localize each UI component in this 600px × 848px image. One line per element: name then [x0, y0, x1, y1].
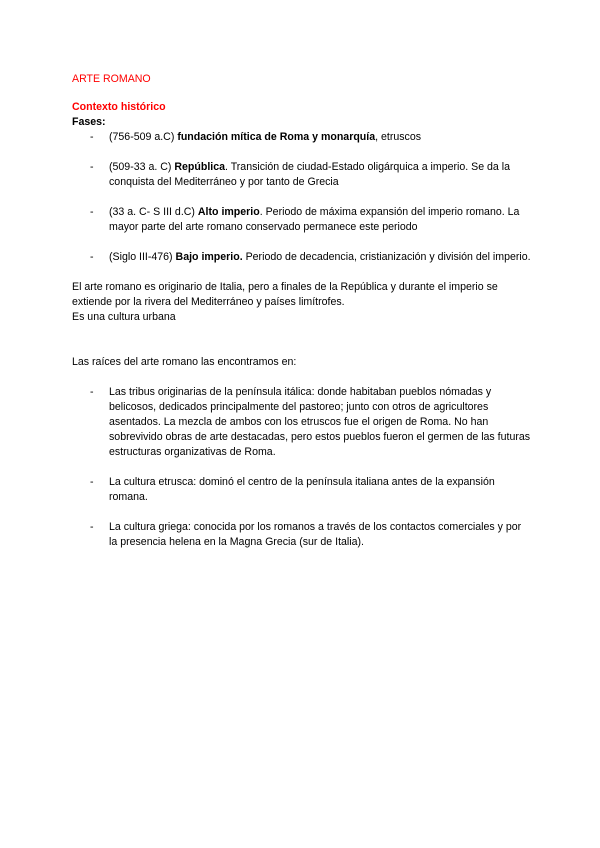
list-item — [72, 130, 532, 145]
root-text: La cultura griega: conocida por los romanos a través de los contactos comerciales y por la presencia helena en la Magna Grecia (sur de Italia). — [109, 521, 522, 548]
phase-name: Bajo imperio. — [175, 251, 243, 263]
phase-name: fundación mítica de Roma y monarquía — [177, 131, 376, 143]
dash-bullet: - — [90, 251, 94, 263]
root-text: Las tribus originarias de la península itálica: donde habitaban pueblos nómadas y belicosos, dedicados principalmente del pastoreo; junto con otros de agricultores asentados. La mezcla de ambos con los etruscos fue el origen de Roma. No han sobrevivido obras de arte destacadas, pero estos pueblos fueron el germen de las futuras estructuras organizativas de Roma. — [109, 386, 531, 458]
roots-intro: Las raíces del arte romano las encontramos en: — [72, 356, 297, 368]
roots-list — [72, 385, 532, 550]
dash-bullet: - — [90, 161, 94, 173]
phase-description: . Periodo de máxima expansión del imperio romano. La mayor parte del arte romano conservado permanece este periodo — [109, 206, 520, 233]
list-item — [72, 205, 532, 235]
phase-description: , etruscos — [375, 131, 422, 143]
phase-description: . Transición de ciudad-Estado oligárquica a imperio. Se da la conquista del Mediterráneo y por tanto de Grecia — [109, 161, 511, 188]
phases-list — [72, 130, 532, 265]
phase-name: República — [174, 161, 225, 173]
phase-date: (509-33 a. C) — [109, 161, 175, 173]
document-title: ARTE ROMANO — [72, 73, 151, 85]
phase-description: Periodo de decadencia, cristianización y división del imperio. — [242, 251, 531, 263]
list-item — [72, 250, 532, 265]
dash-bullet: - — [90, 131, 94, 143]
list-item — [72, 160, 532, 190]
phase-name: Alto imperio — [197, 206, 260, 218]
phase-date: (Siglo III-476) — [109, 251, 176, 263]
dash-bullet: - — [90, 476, 94, 488]
list-item — [72, 475, 532, 505]
context-heading: Contexto histórico — [72, 101, 166, 113]
list-item — [72, 385, 532, 460]
phase-date: (33 a. C- S III d.C) — [109, 206, 198, 218]
dash-bullet: - — [90, 206, 94, 218]
urban-line: Es una cultura urbana — [72, 311, 176, 323]
phase-date: (756-509 a.C) — [109, 131, 178, 143]
root-text: La cultura etrusca: dominó el centro de la península italiana antes de la expansión romana. — [109, 476, 495, 503]
dash-bullet: - — [90, 386, 94, 398]
dash-bullet: - — [90, 521, 94, 533]
list-item — [72, 520, 532, 550]
phases-label: Fases: — [72, 116, 106, 128]
origin-paragraph: El arte romano es originario de Italia, pero a finales de la República y durante el imperio se extiende por la rivera del Mediterráneo y países limítrofes. — [72, 281, 498, 308]
document-page — [72, 72, 532, 550]
